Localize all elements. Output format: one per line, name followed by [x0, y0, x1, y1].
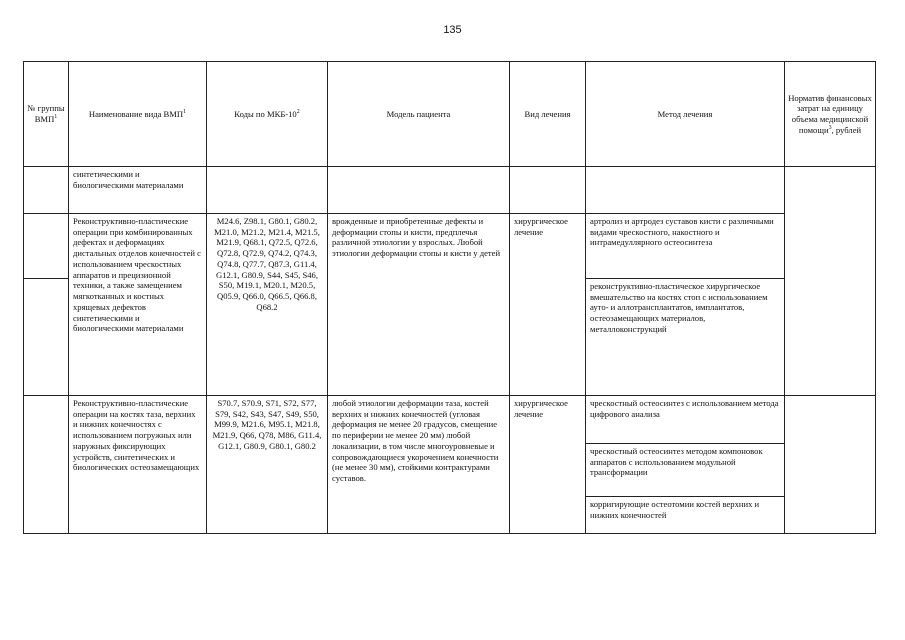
table-row — [24, 214, 876, 279]
page-number: 135 — [443, 24, 462, 36]
mkb-codes-cell: S70.7, S70.9, S71, S72, S77, S79, S42, S43, S47, S49, S50, M99.9, M21.6, M95.1, M21.8, M21.9, Q66, Q78, M86, G11.4, G12.1, G80.9, G80.1, G80.2 — [207, 396, 328, 534]
group-number-cell — [24, 167, 69, 214]
header-norm: Норматив финансовых затрат на единицу объема медицинской помощи$^3$, рублей — [785, 62, 876, 167]
treatment-type-cell: хирургическое лечение — [510, 214, 586, 396]
treatment-type-cell: хирургическое лечение — [510, 396, 586, 534]
treatment-method-cell: реконструктивно-пластическое хирургическое вмешательство на костях стоп с использованием ауто- и аллотрансплантатов, имплантатов, остеозамещающих материалов, металлоконструкций — [586, 279, 785, 396]
treatment-method-cell — [586, 167, 785, 214]
vmp-name-cell: Реконструктивно-пластические операции на костях таза, верхних и нижних конечностях с использованием погружных или наружных фиксирующих устройств, синтетических и биологических остеозамещающих — [69, 396, 207, 534]
treatment-method-cell: чрескостный остеосинтез методом компоновок аппаратов с использованием модульной трансформации — [586, 444, 785, 497]
mkb-codes-cell — [207, 167, 328, 214]
header-mkb-codes: Коды по МКБ-$10^2$ — [207, 62, 328, 167]
norm-cell — [785, 214, 876, 279]
norm-cell — [785, 396, 876, 534]
treatment-method-cell: артролиз и артродез суставов кисти с различными видами чрескостного, накостного и интрамедуллярного остеосинтеза — [586, 214, 785, 279]
treatment-method-cell: чрескостный остеосинтез с использованием метода цифрового анализа — [586, 396, 785, 444]
norm-cell — [785, 279, 876, 396]
header-treatment-method: Метод лечения — [586, 62, 785, 167]
group-number-cell — [24, 214, 69, 279]
table-row — [24, 167, 876, 214]
patient-model-cell — [328, 167, 510, 214]
table-row — [24, 396, 876, 444]
header-vmp-name: Наименование вида ВМП$^1$ — [69, 62, 207, 167]
vmp-table — [23, 61, 876, 534]
group-number-cell — [24, 279, 69, 396]
vmp-name-cell: Реконструктивно-пластические операции при комбинированных дефектах и деформациях дистальных отделов конечностей с использованием чрескостных аппаратов и прецизионной техники, а также замещением мягкотканных и костных хрящевых дефектов синтетическими и биологическими материалами — [69, 214, 207, 396]
norm-cell — [785, 167, 876, 214]
table-header-row — [24, 62, 876, 167]
patient-model-cell: врожденные и приобретенные дефекты и деформации стопы и кисти, предплечья различной этиологии у взрослых. Любой этиологии деформации стопы и кисти у детей — [328, 214, 510, 396]
patient-model-cell: любой этиологии деформации таза, костей верхних и нижних конечностей (угловая деформация не менее 20 градусов, смещение по периферии не менее 20 мм) любой локализации, в том числе многоуровневые и сопровождающиеся укорочением конечности (не менее 30 мм), стойкими контрактурами суставов. — [328, 396, 510, 534]
mkb-codes-cell: M24.6, Z98.1, G80.1, G80.2, M21.0, M21.2, M21.4, M21.5, M21.9, Q68.1, Q72.5, Q72.6, Q72.8, Q72.9, Q74.2, Q74.3, Q74.8, Q77.7, Q87.3, G11.4, G12.1, G80.9, S44, S45, S46, S50, M19.1, M20.1, M20.5, Q05.9, Q66.0, Q66.5, Q66.8, Q68.2 — [207, 214, 328, 396]
header-treatment-type: Вид лечения — [510, 62, 586, 167]
header-patient-model: Модель пациента — [328, 62, 510, 167]
treatment-method-cell: корригирующие остеотомии костей верхних и нижних конечностей — [586, 497, 785, 534]
group-number-cell — [24, 396, 69, 534]
treatment-type-cell — [510, 167, 586, 214]
header-group-number: № группы ВМП$^1$ — [24, 62, 69, 167]
vmp-name-cell: синтетическими и биологическими материалами — [69, 167, 207, 214]
